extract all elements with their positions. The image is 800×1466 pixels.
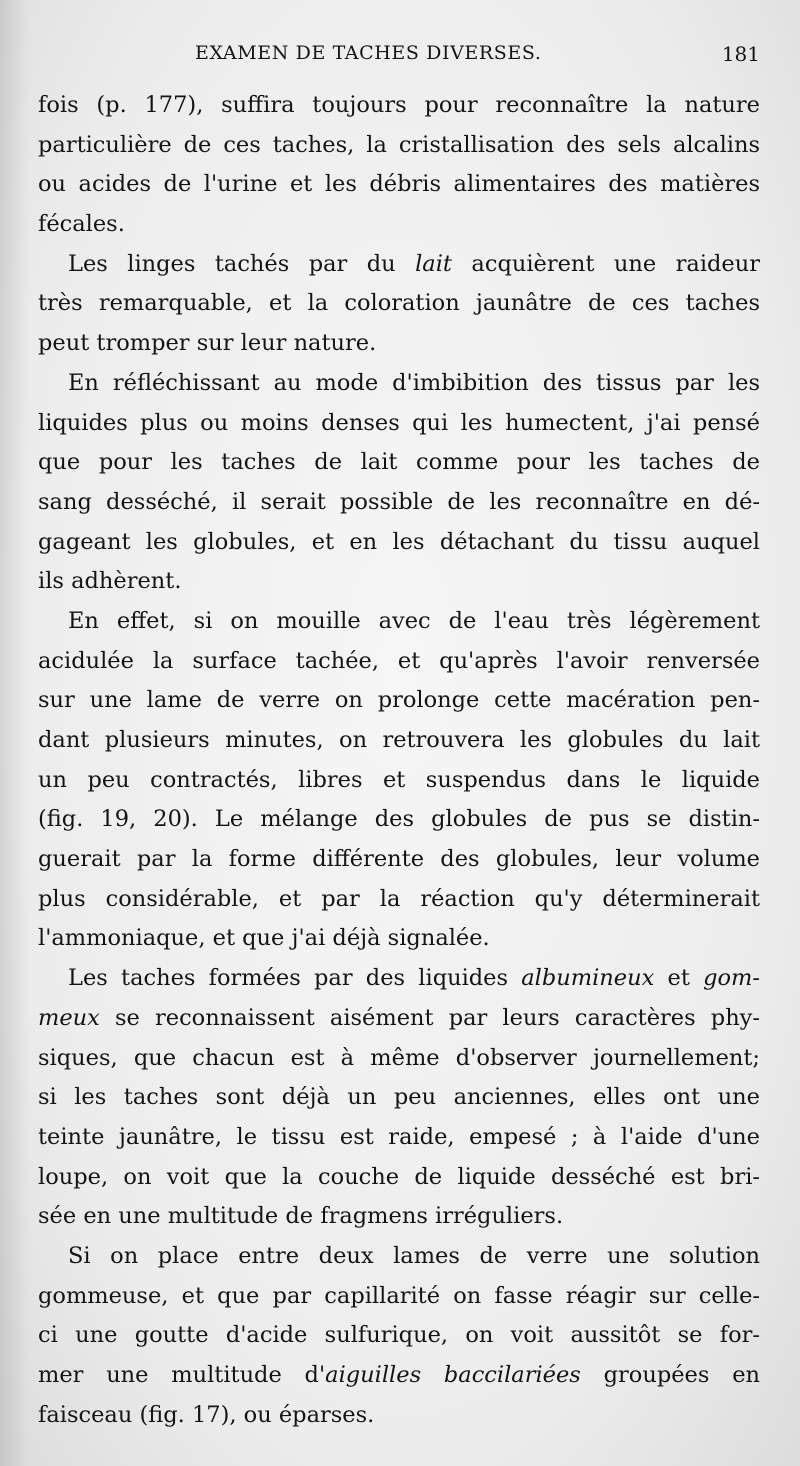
text-line: si les taches sont déjà un peu anciennes, elles ont une [38,1084,760,1111]
text-line: meux se reconnaissent aisément par leurs caractères phy- [38,1004,760,1031]
text-line: Les linges tachés par du lait acquièrent une raideur [68,250,760,277]
binding-shadow [0,0,30,1466]
text-line: ou acides de l'urine et les débris alimentaires des matières [38,171,760,198]
text-line: En réfléchissant au mode d'imbibition des tissus par les [68,369,760,396]
text-line: ci une goutte d'acide sulfurique, on voit aussitôt se for- [38,1322,760,1349]
italic-term: gom- [703,965,760,992]
text-line: gommeuse, et que par capillarité on fasse réagir sur celle- [38,1282,760,1309]
text-line: un peu contractés, libres et suspendus dans le liquide [38,766,760,793]
text-line: peut tromper sur leur nature. [38,330,377,357]
page-header [40,42,760,74]
italic-term: meux [38,1004,100,1031]
text-line: liquides plus ou moins denses qui les humectent, j'ai pensé [38,409,760,436]
page-body [38,86,760,1435]
text-line: sur une lame de verre on prolonge cette macération pen- [38,687,760,714]
running-title: EXAMEN DE TACHES DIVERSES. [195,42,542,64]
text-line: fécales. [38,211,125,238]
text-line: fois (p. 177), suffira toujours pour reconnaître la nature [38,92,760,118]
text-line: faisceau (fig. 17), ou éparses. [38,1401,375,1428]
text-line: En effet, si on mouille avec de l'eau très légèrement [68,607,760,634]
text-line: Si on place entre deux lames de verre une solution [68,1242,760,1269]
text-line: teinte jaunâtre, le tissu est raide, empesé ; à l'aide d'une [38,1123,760,1150]
text-line: sang desséché, il serait possible de les reconnaître en dé- [38,488,760,515]
text-line: dant plusieurs minutes, on retrouvera les globules du lait [38,727,760,753]
text-line: loupe, on voit que la couche de liquide desséché est bri- [38,1163,760,1190]
text-line: particulière de ces taches, la cristallisation des sels alcalins [38,131,760,158]
text-line: guerait par la forme différente des globules, leur volume [38,846,760,873]
text-line: que pour les taches de lait comme pour les taches de [38,449,760,476]
text-line: mer une multitude d'aiguilles baccilariées groupées en [38,1362,760,1388]
page-number: 181 [721,42,760,66]
italic-term: albumineux [521,965,655,992]
italic-term: aiguilles baccilariées [325,1362,581,1388]
text-line: sée en une multitude de fragmens irréguliers. [38,1203,564,1230]
text-line: acidulée la surface tachée, et qu'après l'avoir renversée [38,647,760,674]
text-line: l'ammoniaque, et que j'ai déjà signalée. [38,925,490,952]
text-line: (fig. 19, 20). Le mélange des globules de pus se distin- [38,806,760,833]
text-line: très remarquable, et la coloration jaunâtre de ces taches [38,290,760,317]
text-line: siques, que chacun est à même d'observer journellement; [38,1044,760,1071]
text-line: gageant les globules, et en les détachant du tissu auquel [38,528,760,555]
text-line: ils adhèrent. [38,568,182,595]
text-line: Les taches formées par des liquides albumineux et gom- [68,965,760,992]
italic-term: lait [415,250,452,277]
text-line: plus considérable, et par la réaction qu'y déterminerait [38,885,760,912]
